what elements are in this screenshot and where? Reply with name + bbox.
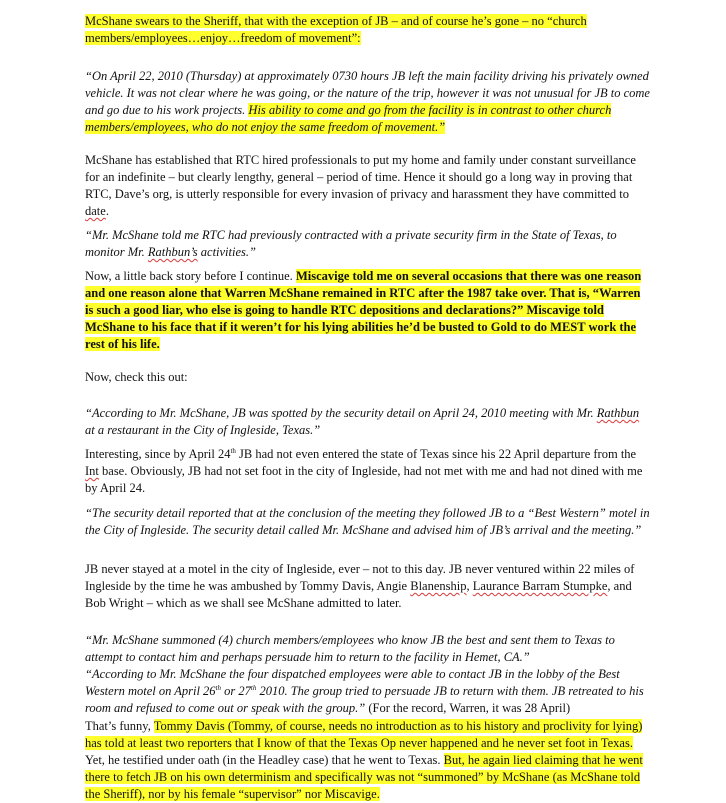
quote-best-western: “The security detail reported that at the conclusion of the meeting they followed JB to a “Best Western” motel in the City of Ingleside. The security detail called Mr. McShane and advised him of JB’s arrival and the meeting.” (85, 506, 650, 537)
quote-dispatched: “According to Mr. McShane the four dispatched employees were able to contact JB in the lobby of the Best Western motel on April 26th or 27th 2010. The group tried to persuade JB to return with them. JB retreated to his room and refused to come out or speak with the group.” (For the record, Warren, it was 28 April) (85, 667, 644, 715)
paragraph-intro (85, 13, 651, 47)
highlight: Tommy Davis (Tommy, of course, needs no introduction as to his history and proclivity for lying) has told at least two reporters that I know of that the Texas Op never happened and he never set foot in Texas. (85, 719, 643, 750)
paragraph-back-story: Now, a little back story before I continue. Miscavige told me on several occasions that there was one reason and one reason alone that Warren McShane remained in RTC after the 1987 take over. That is, “Warren is such a good liar, who else is going to handle RTC depositions and declarations?” Miscavige told McShane to his face that if it weren’t for his lying abilities he’d be busted to Gold to do MEST work the rest of his life. (85, 269, 642, 351)
highlight: McShane swears to the Sheriff, that with the exception of JB – and of course he’s gone – no “church members/employees…enjoy…freedom of movement”: (85, 14, 587, 45)
paragraph-thats-funny: That’s funny, Tommy Davis (Tommy, of course, needs no introduction as to his history and proclivity for lying) has told at least two reporters that I know of that the Texas Op never happened and he never set foot in Texas. Yet, he testified under oath (in the Headley case) that he went to Texas. But, he again lied claiming that he went there to fetch JB on his own determinism and specifically was not “summoned” by McShane (as McShane told the Sheriff), nor by his female “supervisor” nor Miscavige. (85, 719, 643, 801)
highlight: His ability to come and go from the facility is in contrast to other church members/employees, who do not enjoy the same freedom of movement.” (85, 103, 612, 134)
quote-april-24: “According to Mr. McShane, JB was spotted by the security detail on April 24, 2010 meeting with Mr. Rathbun at a restaurant in the City of Ingleside, Texas.” (85, 406, 640, 437)
highlight: Miscavige told me on several occasions that there was one reason and one reason alone that Warren McShane remained in RTC after the 1987 take over. That is, “Warren is such a good liar, who else is going to handle RTC depositions and declarations?” Miscavige told McShane to his face that if it weren’t for his lying abilities he’d be busted to Gold to do MEST work the rest of his life. (85, 269, 642, 351)
paragraph-check-this: Now, check this out: (85, 370, 188, 384)
highlight: But, he again lied claiming that he went there to fetch JB on his own determinism and specifically was not “summoned” by McShane (as McShane told the Sheriff), nor by his female “supervisor” nor Miscavige. (85, 753, 643, 801)
quote-april-22: “On April 22, 2010 (Thursday) at approximately 0730 hours JB left the main facility driving his privately owned vehicle. It was not clear where he was going, or the nature of the trip, however it was not unusual for JB to come and go due to his work projects. His ability to come and go from the facility is in contrast to other church members/employees, who do not enjoy the same freedom of movement.” (85, 69, 650, 134)
paragraph-interesting: Interesting, since by April 24th JB had not even entered the state of Texas since his 22 April departure from the Int base. Obviously, JB had not set foot in the city of Ingleside, had not met with me and had not dined with me by April 24. (85, 446, 643, 495)
quote-summoned: “Mr. McShane summoned (4) church members/employees who know JB the best and sent them to Texas to attempt to contact him and perhaps persuade him to return to the facility in Hemet, CA.” (85, 633, 615, 664)
paragraph-surveillance: McShane has established that RTC hired professionals to put my home and family under constant surveillance for an indefinite – but clearly lengthy, general – period of time. Hence it should go a long way in proving that RTC, Dave’s org, is utterly responsible for every invasion of privacy and harassment they have committed to date. (85, 153, 636, 218)
quote-security-firm: “Mr. McShane told me RTC had previously contracted with a private security firm in the State of Texas, to monitor Mr. Rathbun’s activities.” (85, 228, 617, 259)
paragraph-never-stayed: JB never stayed at a motel in the city of Ingleside, ever – not to this day. JB never ventured within 22 miles of Ingleside by the time he was ambushed by Tommy Davis, Angie Blanenship, Laurance Barram Stumpke, and Bob Wright – which as we shall see McShane admitted to later. (85, 562, 635, 610)
